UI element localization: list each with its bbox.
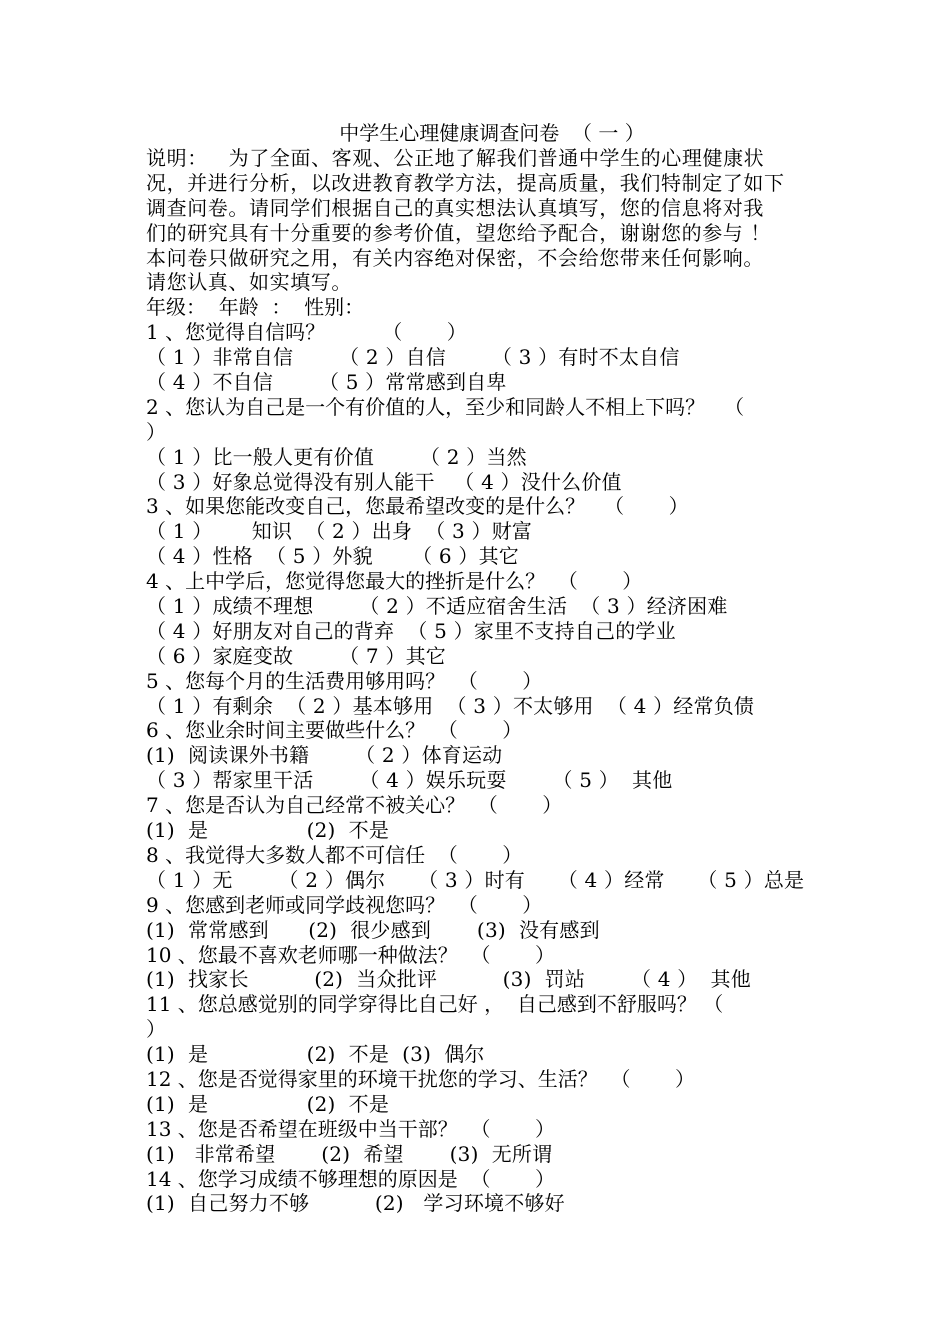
question-7 <box>146 793 816 843</box>
question-text: 4 、上中学后，您觉得您最大的挫折是什么？ （ ） <box>146 569 643 594</box>
intro-line: 本问卷只做研究之用，有关内容绝对保密，不会给您带来任何影响。 <box>146 245 764 270</box>
answer-options: （ 1 ）无 （ 2 ）偶尔 （ 3 ）时有 （ 4 ）经常 （ 5 ）总是 <box>146 867 805 892</box>
question-4 <box>146 569 816 669</box>
question-text-continued: ） <box>146 1017 166 1042</box>
question-text: 9 、您感到老师或同学歧视您吗？ （ ） <box>146 892 543 917</box>
question-text: 2 、您认为自己是一个有价值的人，至少和同龄人不相上下吗？ （ <box>146 394 745 419</box>
answer-options: (1) 非常希望 (2) 希望 (3) 无所谓 <box>146 1141 553 1166</box>
intro-line: 说明： 为了全面、客观、公正地了解我们普通中学生的心理健康状 <box>146 146 765 170</box>
question-10 <box>146 943 816 993</box>
intro-line: 们的研究具有十分重要的参考价值，望您给予配合，谢谢您的参与 ！ <box>146 220 771 245</box>
question-text: 14 、您学习成绩不够理想的原因是 （ ） <box>146 1166 556 1191</box>
question-5 <box>146 669 816 719</box>
question-1 <box>146 320 816 395</box>
answer-options: (1) 自己努力不够 (2) 学习环境不够好 <box>146 1191 565 1216</box>
answer-options: （ 1 ）比一般人更有价值 （ 2 ）当然 <box>146 444 527 469</box>
answer-options: （ 1 ）有剩余 （ 2 ）基本够用 （ 3 ）不太够用 （ 4 ）经常负债 <box>146 693 755 718</box>
answer-options: (1) 是 (2) 不是 (3) 偶尔 <box>146 1042 485 1067</box>
answer-options: (1) 阅读课外书籍 （ 2 ）体育运动 <box>146 743 503 768</box>
answer-options: (1) 找家长 (2) 当众批评 (3) 罚站 （ 4 ） 其他 <box>146 967 751 992</box>
question-2 <box>146 395 816 495</box>
question-text: 8 、我觉得大多数人都不可信任 （ ） <box>146 842 523 867</box>
question-text: 11 、您总感觉别的同学穿得比自己好 ， 自己感到不舒服吗？ （ <box>146 992 724 1017</box>
answer-options: （ 4 ）不自信 （ 5 ）常常感到自卑 <box>146 370 507 395</box>
intro-line: 况，并进行分析，以改进教育教学方法，提高质量，我们特制定了如下 <box>146 170 785 195</box>
question-text: 6 、您业余时间主要做些什么？ （ ） <box>146 718 523 743</box>
question-text-continued: ） <box>146 419 166 444</box>
answer-options: （ 1 ） 知识 （ 2 ）出身 （ 3 ）财富 <box>146 519 533 544</box>
question-text: 13 、您是否希望在班级中当干部？ （ ） <box>146 1116 556 1141</box>
respondent-info-line: 年级： 年龄 ： 性别： <box>146 295 365 320</box>
answer-options: （ 6 ）家庭变故 （ 7 ）其它 <box>146 643 446 668</box>
intro-line: 请您认真、如实填写。 <box>146 270 352 295</box>
answer-options: (1) 常常感到 (2) 很少感到 (3) 没有感到 <box>146 917 600 942</box>
document-title: 中学生心理健康调查问卷 （ 一 ） <box>339 121 645 145</box>
question-text: 7 、您是否认为自己经常不被关心？ （ ） <box>146 793 563 818</box>
answer-options: (1) 是 (2) 不是 <box>146 1091 390 1116</box>
answer-options: （ 4 ）好朋友对自己的背弃 （ 5 ）家里不支持自己的学业 <box>146 618 676 643</box>
question-6 <box>146 718 816 793</box>
answer-options: (1) 是 (2) 不是 <box>146 818 390 843</box>
question-8 <box>146 843 816 893</box>
question-13 <box>146 1117 816 1167</box>
question-text: 1 、您觉得自信吗？ （ ） <box>146 320 467 345</box>
answer-options: （ 4 ）性格 （ 5 ）外貌 （ 6 ）其它 <box>146 544 519 569</box>
answer-options: （ 1 ）非常自信 （ 2 ）自信 （ 3 ）有时不太自信 <box>146 345 680 370</box>
intro-paragraph <box>146 146 816 295</box>
question-text: 10 、您最不喜欢老师哪一种做法？ （ ） <box>146 942 556 967</box>
answer-options: （ 3 ）帮家里干活 （ 4 ）娱乐玩耍 （ 5 ） 其他 <box>146 768 673 793</box>
question-text: 5 、您每个月的生活费用够用吗？ （ ） <box>146 668 543 693</box>
question-text: 3 、如果您能改变自己，您最希望改变的是什么？ （ ） <box>146 494 689 519</box>
question-text: 12 、您是否觉得家里的环境干扰您的学习、生活？ （ ） <box>146 1066 696 1091</box>
answer-options: （ 3 ）好象总觉得没有别人能干 （ 4 ）没什么价值 <box>146 469 622 494</box>
questionnaire-page <box>146 121 816 1216</box>
question-12 <box>146 1067 816 1117</box>
question-14 <box>146 1167 816 1217</box>
question-9 <box>146 893 816 943</box>
question-11 <box>146 992 816 1067</box>
answer-options: （ 1 ）成绩不理想 （ 2 ）不适应宿舍生活 （ 3 ）经济困难 <box>146 594 728 619</box>
intro-line: 调查问卷。请同学们根据自己的真实想法认真填写，您的信息将对我 <box>146 195 764 220</box>
question-3 <box>146 494 816 569</box>
